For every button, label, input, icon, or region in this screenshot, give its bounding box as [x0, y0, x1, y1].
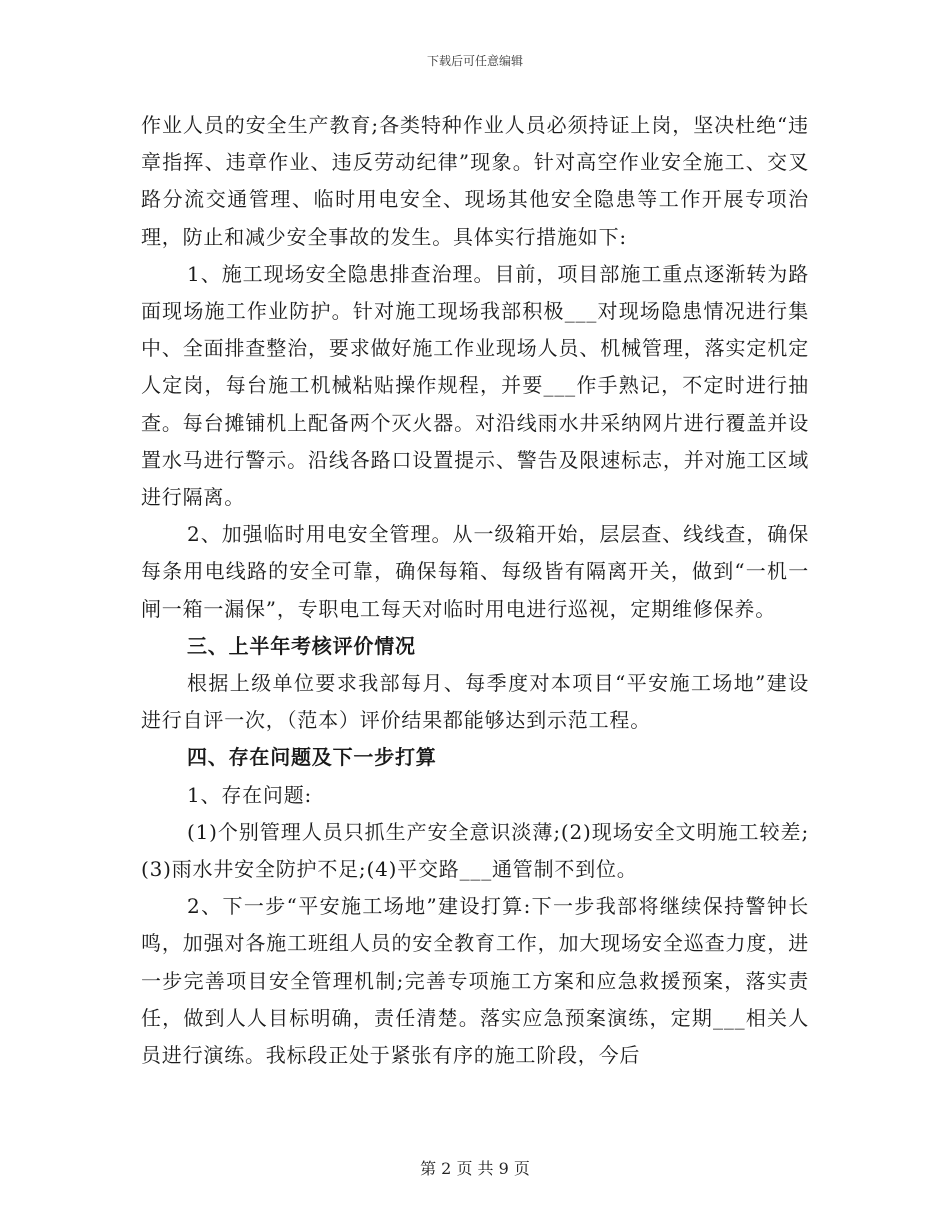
paragraph-safety-education: 作业人员的安全生产教育;各类特种作业人员必须持证上岗，坚决杜绝“违章指挥、违章作业、违反劳动纪律”现象。针对高空作业安全施工、交叉路分流交通管理、临时用电安全、现场其他安全隐患等工作开展专项治理，防止和减少安全事故的发生。具体实行措施如下:: [141, 113, 809, 249]
page-header-note: 下载后可任意编辑: [426, 54, 523, 68]
page-number-footer: 第 2 页 共 9 页: [420, 1159, 530, 1178]
paragraph-problems-title: 1、存在问题:: [187, 782, 313, 807]
paragraph-next-steps: 2、下一步“平安施工场地”建设打算:下一步我部将继续保持警钟长鸣，加强对各施工班组人员的安全教育工作，加大现场安全巡查力度，进一步完善项目安全管理机制;完善专项施工方案和应急救援预案，落实责任，做到人人目标明确，责任清楚。落实应急预案演练，定期___相关人员进行演练。我标段正处于紧张有序的施工阶段，今后: [141, 894, 809, 1068]
paragraph-temporary-power: 2、加强临时用电安全管理。从一级箱开始，层层查、线线查，确保每条用电线路的安全可靠，确保每箱、每级皆有隔离开关，做到“一机一闸一箱一漏保”，专职电工每天对临时用电进行巡视，定期维修保养。: [141, 522, 809, 621]
section-heading-problems-plans: 四、存在问题及下一步打算: [187, 745, 437, 770]
paragraph-evaluation: 根据上级单位要求我部每月、每季度对本项目“平安施工场地”建设进行自评一次，（范本）评价结果都能够达到示范工程。: [141, 671, 809, 733]
section-heading-evaluation: 三、上半年考核评价情况: [187, 633, 416, 658]
paragraph-hazard-inspection: 1、施工现场安全隐患排查治理。目前，项目部施工重点逐渐转为路面现场施工作业防护。针对施工现场我部积极___对现场隐患情况进行集中、全面排查整治，要求做好施工作业现场人员、机械管理，落实定机定人定岗，每台施工机械粘贴操作规程，并要___作手熟记，不定时进行抽查。每台摊铺机上配备两个灭火器。对沿线雨水井采纳网片进行覆盖并设置水马进行警示。沿线各路口设置提示、警告及限速标志，并对施工区域进行隔离。: [141, 261, 809, 510]
document-body: [141, 107, 809, 1074]
paragraph-problems-list: (1)个别管理人员只抓生产安全意识淡薄;(2)现场安全文明施工较差;(3)雨水井安全防护不足;(4)平交路___通管制不到位。: [141, 819, 809, 882]
